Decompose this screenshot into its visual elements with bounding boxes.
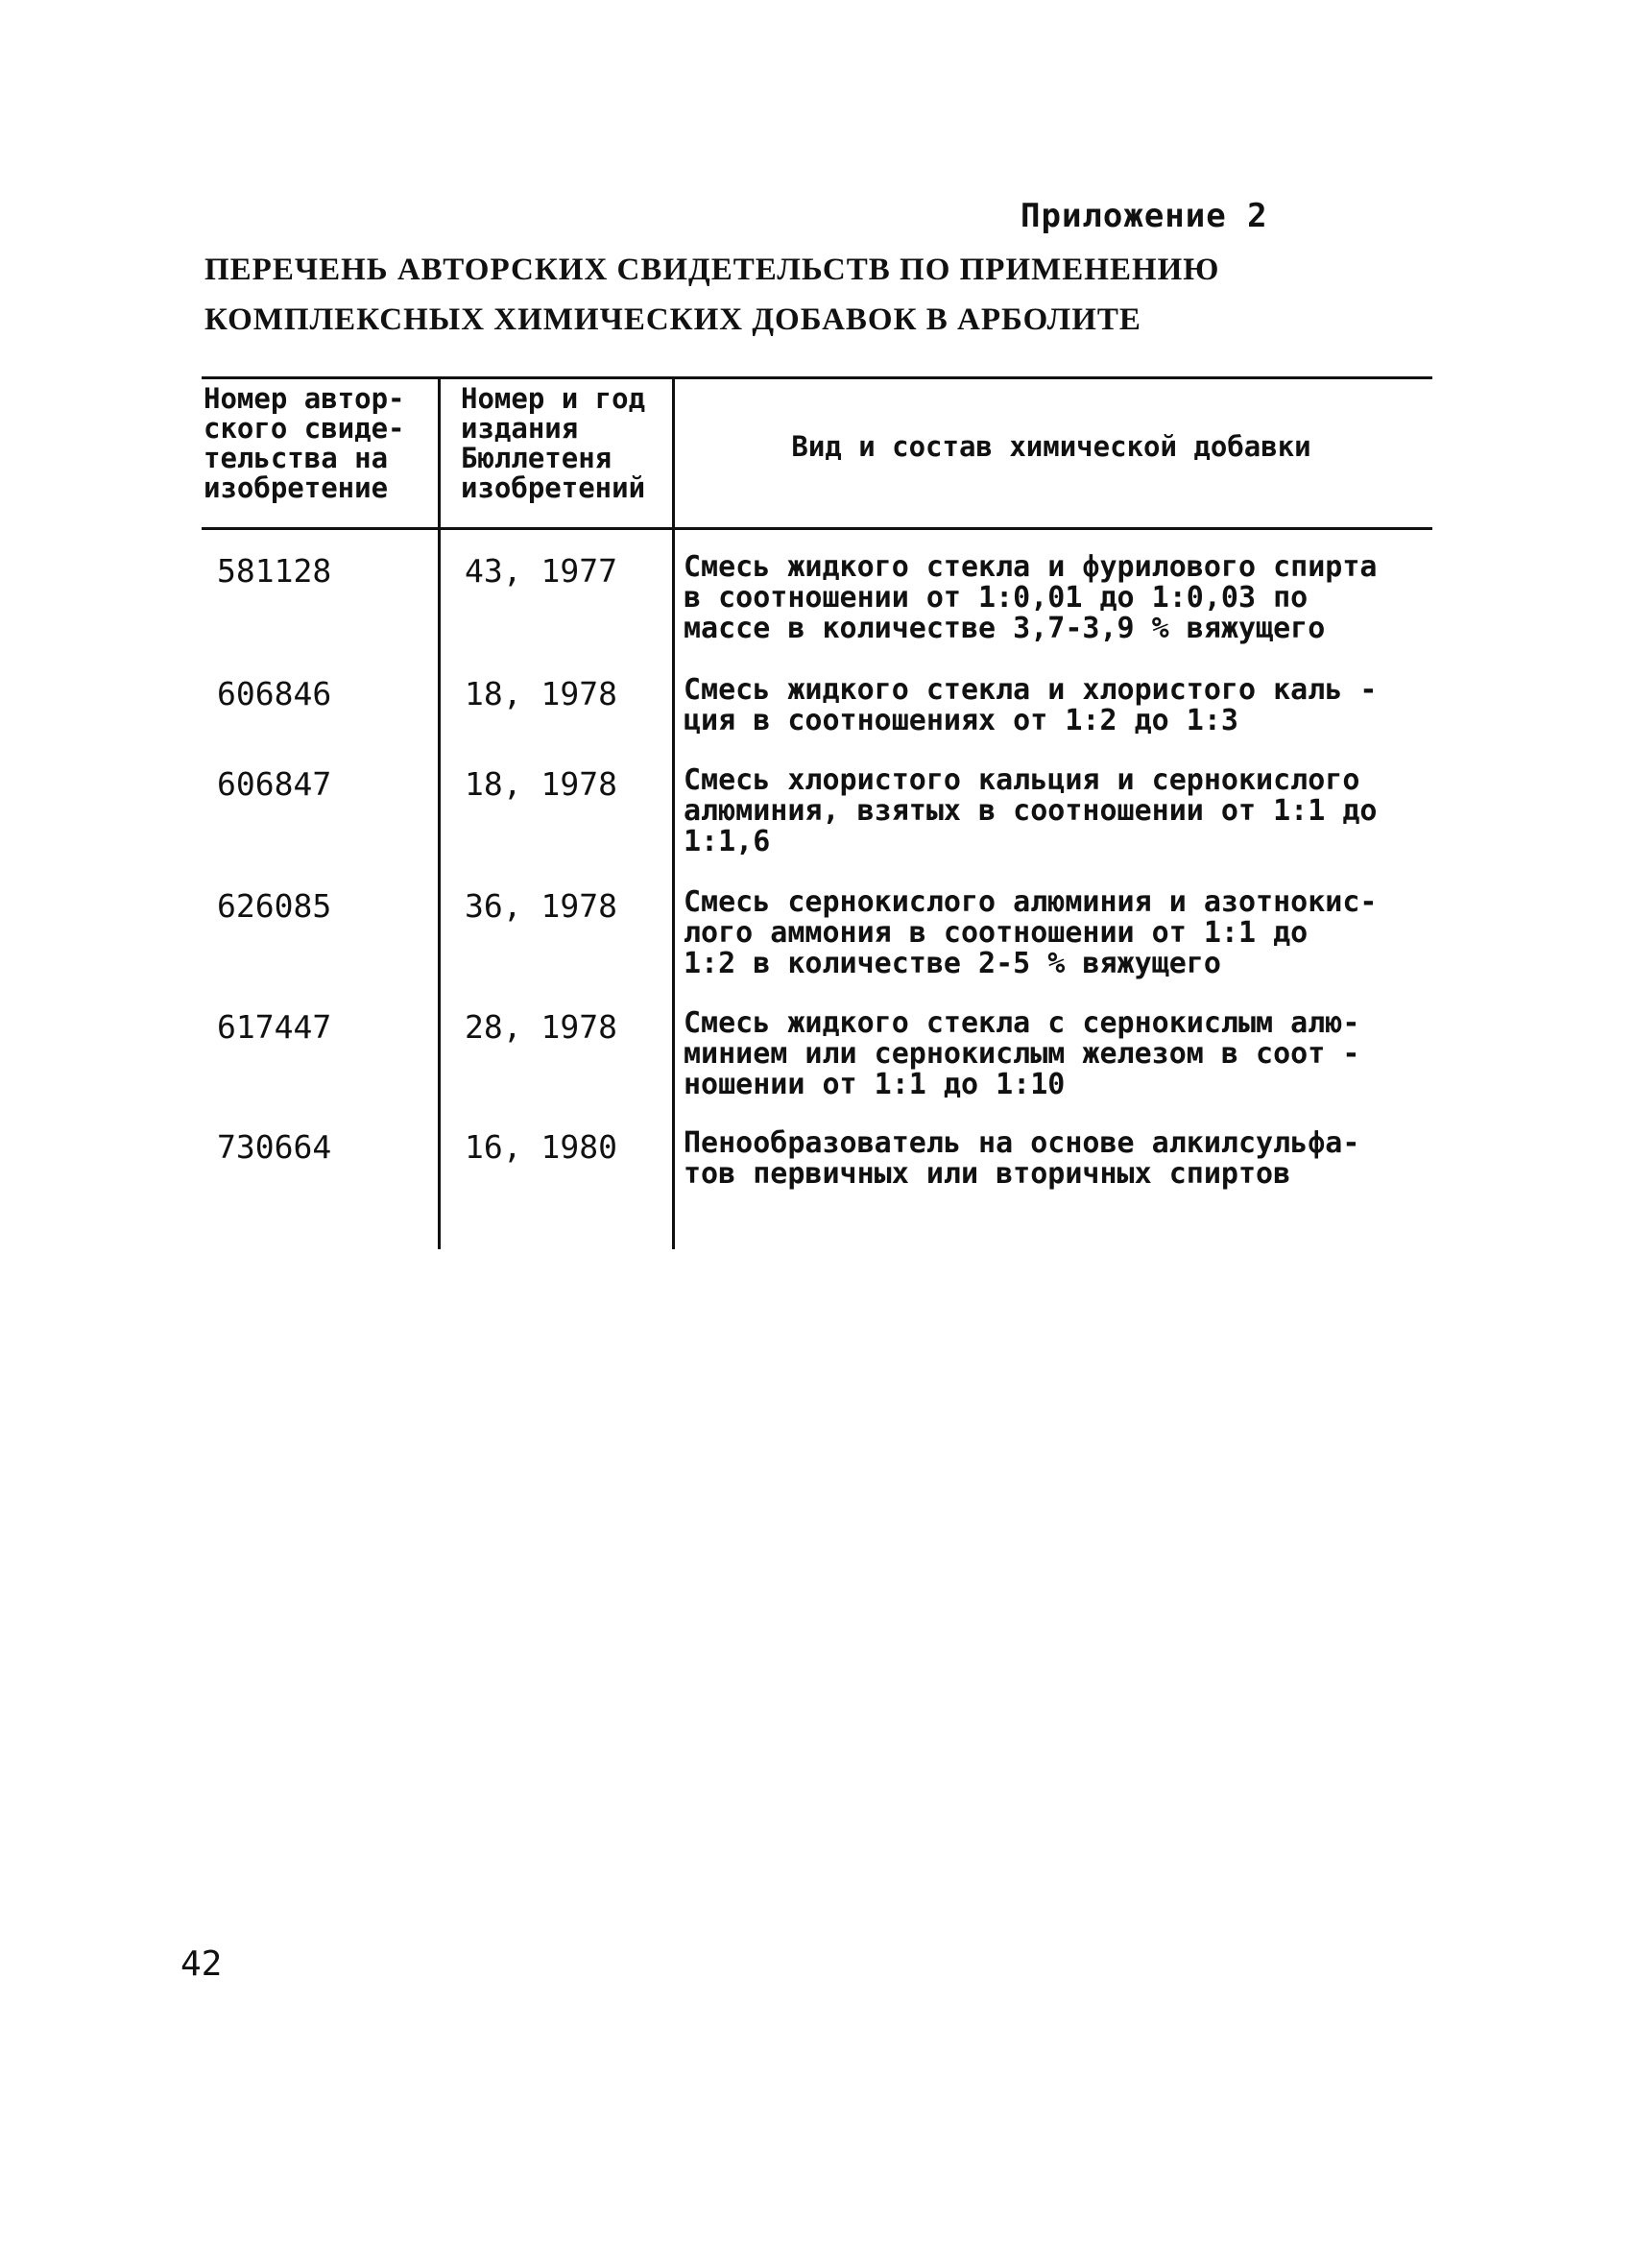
column-divider-1: [438, 379, 441, 1249]
certificate-number: 626085: [217, 887, 332, 925]
bulletin-number-year: 36, 1978: [465, 887, 617, 925]
additive-description: Смесь жидкого стекла и фурилового спирта в соотношении от 1:0,01 до 1:0,03 по массе в количестве 3,7-3,9 % вяжущего: [684, 550, 1378, 645]
column-divider-2: [672, 379, 675, 1249]
additive-description: Смесь сернокислого алюминия и азотнокис- лого аммония в соотношении от 1:1 до 1:2 в количестве 2-5 % вяжущего: [684, 885, 1378, 980]
bulletin-number-year: 18, 1978: [465, 765, 617, 803]
table-top-rule: [202, 376, 1432, 379]
page-number: 42: [180, 1944, 223, 1984]
additive-description: Пенообразователь на основе алкилсульфа- тов первичных или вторичных спиртов: [684, 1126, 1360, 1191]
certificate-number: 617447: [217, 1008, 332, 1046]
document-title: [204, 245, 1219, 345]
bulletin-number-year: 16, 1980: [465, 1128, 617, 1166]
title-line-1: ПЕРЕЧЕНЬ АВТОРСКИХ СВИДЕТЕЛЬСТВ ПО ПРИМЕНЕНИЮ: [204, 253, 1220, 287]
header-bulletin: Номер и год издания Бюллетеня изобретений: [461, 382, 646, 504]
header-additive: Вид и состав химической добавки: [791, 430, 1311, 463]
certificate-number: 606847: [217, 765, 332, 803]
header-certificate-number: Номер автор- ского свиде- тельства на изобретение: [204, 382, 405, 504]
bulletin-number-year: 28, 1978: [465, 1008, 617, 1046]
appendix-label: Приложение 2: [1021, 197, 1268, 235]
table-header-rule: [202, 527, 1432, 530]
additive-description: Смесь жидкого стекла с сернокислым алю- минием или сернокислым железом в соот - ношении от 1:1 до 1:10: [684, 1006, 1360, 1101]
certificate-number: 730664: [217, 1128, 332, 1166]
certificate-number: 581128: [217, 552, 332, 590]
bulletin-number-year: 18, 1978: [465, 675, 617, 712]
additive-description: Смесь жидкого стекла и хлористого каль - ция в соотношениях от 1:2 до 1:3: [684, 673, 1378, 737]
title-line-2: КОМПЛЕКСНЫХ ХИМИЧЕСКИХ ДОБАВОК В АРБОЛИТЕ: [204, 302, 1141, 337]
certificate-number: 606846: [217, 675, 332, 712]
bulletin-number-year: 43, 1977: [465, 552, 617, 590]
additive-description: Смесь хлористого кальция и сернокислого алюминия, взятых в соотношении от 1:1 до 1:1,6: [684, 763, 1378, 858]
